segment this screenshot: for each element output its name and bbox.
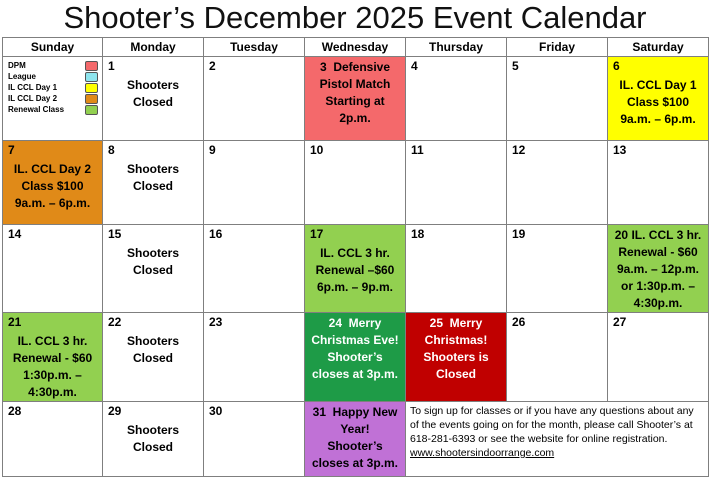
day-number: 10 [310,143,324,157]
week-row-2 [3,141,709,225]
legend-label: IL CCL Day 2 [8,94,58,103]
event-text: 24 Merry Christmas Eve! Shooter’s closes at 3p.m. [311,316,399,381]
weekday-thursday: Thursday [406,38,507,57]
day-cell-12 [507,141,608,225]
day-number: 2 [209,59,216,73]
day-cell-2 [204,57,305,141]
event-text: 3 Defensive Pistol Match Starting at 2p.m. [319,60,391,125]
day-cell-11 [406,141,507,225]
weekday-sunday: Sunday [3,38,103,57]
day-number: 29 [108,404,122,418]
legend-item [8,71,98,82]
day-cell-22 [103,313,204,402]
day-number: 31 [312,405,326,419]
day-cell-26 [507,313,608,402]
day-cell-23 [204,313,305,402]
week-row-5 [3,402,709,477]
day-number: 6 [613,59,620,73]
day-number: 15 [108,227,122,241]
event-text: IL. CCL 3 hr. Renewal –$60 6p.m. – 9p.m. [315,246,395,294]
weekday-wednesday: Wednesday [305,38,406,57]
event-text: Shooters Closed [126,162,179,193]
day-cell-7 [3,141,103,225]
week-row-1 [3,57,709,141]
day-number: 7 [8,143,15,157]
weekday-monday: Monday [103,38,204,57]
day-number: 30 [209,404,223,418]
day-number: 26 [512,315,526,329]
day-cell-14 [3,225,103,313]
event-text: Shooters Closed [126,334,179,365]
weekday-friday: Friday [507,38,608,57]
day-cell-24 [305,313,406,402]
day-cell-15 [103,225,204,313]
day-number: 25 [429,316,443,330]
legend-item [8,60,98,71]
day-cell-21 [3,313,103,402]
day-cell-31 [305,402,406,477]
weekday-saturday: Saturday [608,38,709,57]
day-number: 23 [209,315,223,329]
day-cell-1 [103,57,204,141]
day-number: 1 [108,59,115,73]
page-title: Shooter’s December 2025 Event Calendar [63,0,647,35]
day-number: 11 [411,143,424,157]
legend-item [8,104,98,115]
day-cell-28 [3,402,103,477]
week-row-4 [3,313,709,402]
day-cell-9 [204,141,305,225]
day-cell-17 [305,225,406,313]
legend-swatch [85,72,98,82]
event-text: Shooters Closed [126,423,179,454]
signup-note-text: To sign up for classes or if you have any questions about any of the events going on for the month, please call Shooter’s at 618-281-6393 or see the website for online registration. [410,405,694,445]
day-number: 24 [328,316,342,330]
legend-swatch [85,94,98,104]
day-cell-6 [608,57,709,141]
day-number: 20 [614,228,629,242]
day-number: 21 [8,315,22,329]
legend-swatch [85,105,98,115]
weekday-header-row [3,38,709,57]
day-number: 3 [319,60,327,74]
day-cell-13 [608,141,709,225]
day-cell-19 [507,225,608,313]
day-cell-30 [204,402,305,477]
legend-cell [3,57,103,141]
day-cell-29 [103,402,204,477]
event-text: IL. CCL Day 1 Class $100 9a.m. – 6p.m. [619,78,697,126]
signup-note [406,402,708,462]
day-number: 9 [209,143,216,157]
day-cell-8 [103,141,204,225]
day-number: 16 [209,227,223,241]
event-text: Shooters Closed [126,78,179,109]
day-cell-4 [406,57,507,141]
day-cell-16 [204,225,305,313]
legend-item [8,93,98,104]
event-text: 25 Merry Christmas! Shooters is Closed [423,316,489,381]
event-calendar [2,37,709,477]
day-number: 14 [8,227,22,241]
day-number: 13 [613,143,627,157]
day-number: 27 [613,315,627,329]
day-number: 28 [8,404,22,418]
legend-label: DPM [8,61,26,70]
website-link[interactable]: www.shootersindoorrange.com [410,447,555,459]
week-row-3 [3,225,709,313]
day-cell-20 [608,225,709,313]
legend-item [8,82,98,93]
event-text: 20 IL. CCL 3 hr. Renewal - $60 9a.m. – 12p.m. or 1:30p.m. – 4:30p.m. [614,228,702,310]
weekday-tuesday: Tuesday [204,38,305,57]
legend [3,57,102,115]
legend-label: League [8,72,37,81]
signup-note-cell [406,402,709,477]
day-cell-27 [608,313,709,402]
day-number: 8 [108,143,115,157]
day-cell-3 [305,57,406,141]
day-number: 12 [512,143,526,157]
day-cell-18 [406,225,507,313]
day-cell-5 [507,57,608,141]
day-number: 22 [108,315,122,329]
day-number: 19 [512,227,526,241]
day-number: 4 [411,59,418,73]
event-text: Shooters Closed [126,246,179,277]
day-number: 18 [411,227,425,241]
day-number: 17 [310,227,324,241]
event-text: IL. CCL Day 2 Class $100 9a.m. – 6p.m. [13,162,92,210]
legend-label: IL CCL Day 1 [8,83,58,92]
legend-label: Renewal Class [8,105,65,114]
day-cell-10 [305,141,406,225]
day-cell-25 [406,313,507,402]
event-text: IL. CCL 3 hr. Renewal - $60 1:30p.m. – 4:30p.m. [12,334,93,399]
day-number: 5 [512,59,519,73]
event-text: 31 Happy New Year! Shooter’s closes at 3p.m. [311,405,399,470]
legend-swatch [85,83,98,93]
legend-swatch [85,61,98,71]
